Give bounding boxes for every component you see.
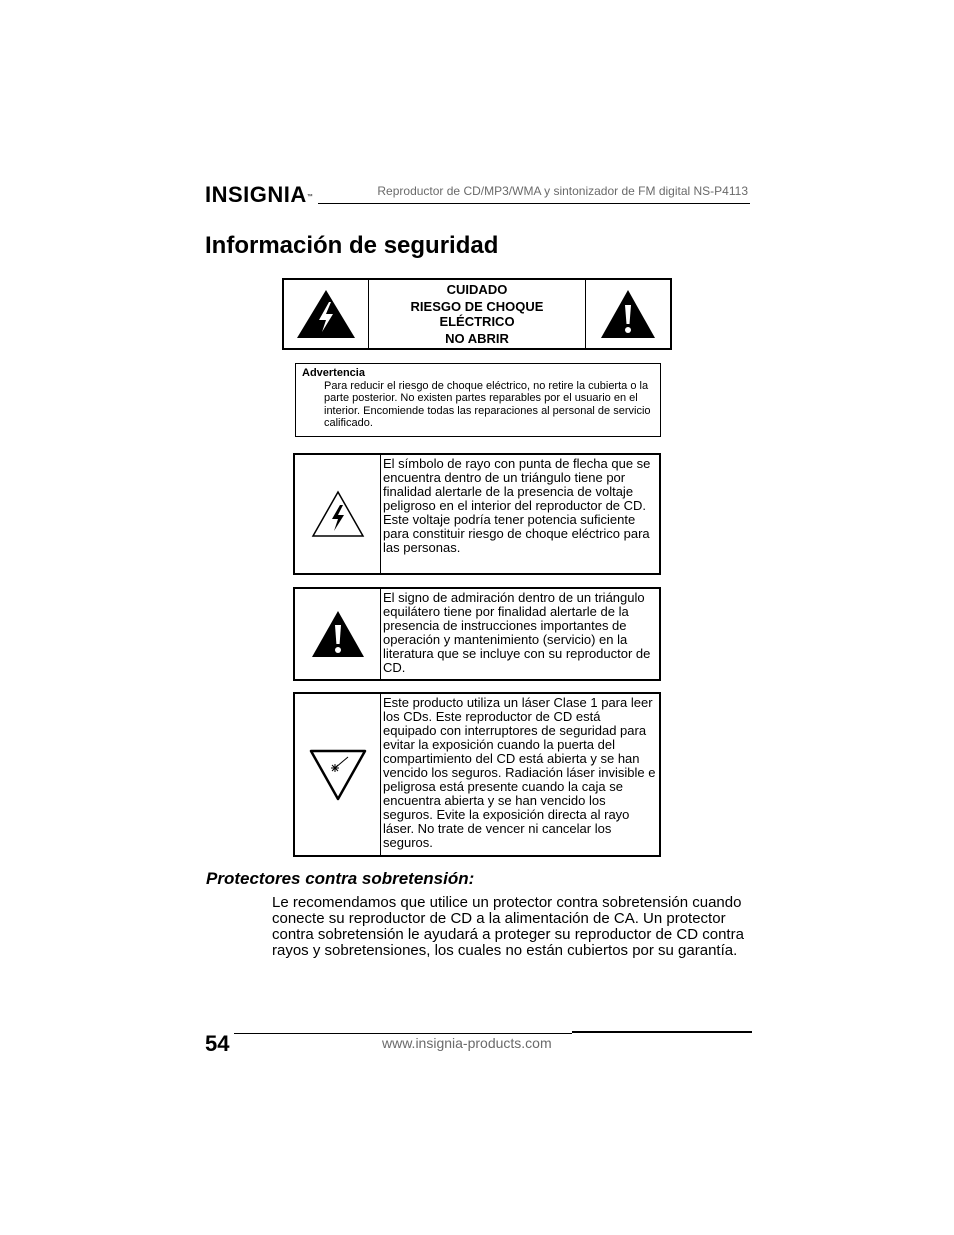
caution-lightning-cell xyxy=(284,280,368,348)
header-divider xyxy=(318,203,750,204)
caution-exclamation-cell xyxy=(586,280,670,348)
symbol-icon-cell xyxy=(295,455,381,573)
lightning-triangle-icon xyxy=(310,489,366,539)
caution-line-1: CUIDADO xyxy=(446,282,508,297)
trademark-mark: ™ xyxy=(306,194,314,200)
exclamation-triangle-icon xyxy=(310,609,366,659)
caution-label xyxy=(282,278,672,350)
caution-line-2: RIESGO DE CHOQUE xyxy=(410,299,544,314)
brand-logo xyxy=(205,182,313,208)
footer-divider xyxy=(234,1033,572,1034)
footer-url: www.insignia-products.com xyxy=(382,1035,552,1051)
laser-warning-icon xyxy=(308,748,368,802)
symbol-icon-cell xyxy=(295,694,381,855)
surge-section-body: Le recomendamos que utilice un protector contra sobretensión cuando conecte su reproductor de CD a la alimentación de CA. Un protector contra sobretensión le ayudará a proteger su reproductor de CD contra rayos y sobretensiones, los cuales no están cubiertos por su garantía. xyxy=(272,894,744,959)
lightning-triangle-icon xyxy=(295,288,357,340)
brand-name: INSIGNIA xyxy=(205,182,307,207)
symbol-icon-cell xyxy=(295,589,381,679)
header-subtitle: Reproductor de CD/MP3/WMA y sintonizador de FM digital NS-P4113 xyxy=(377,184,748,198)
lightning-symbol-explanation xyxy=(293,453,661,575)
exclamation-triangle-icon xyxy=(599,288,657,340)
symbol-description: El signo de admiración dentro de un triángulo equilátero tiene por finalidad alertarle de la presencia de instrucciones importantes de operación y mantenimiento (servicio) en la literatura que se incluye con su reproductor de CD. xyxy=(383,590,651,675)
caution-text xyxy=(368,280,586,348)
warning-box xyxy=(295,363,661,437)
laser-symbol-explanation xyxy=(293,692,661,857)
caution-line-3: ELÉCTRICO xyxy=(439,314,515,329)
warning-title: Advertencia xyxy=(302,367,365,379)
symbol-description: El símbolo de rayo con punta de flecha que se encuentra dentro de un triángulo tiene por finalidad alertarle de la presencia de voltaje peligroso en el interior del reproductor de CD. Este voltaje podría tener potencia suficiente para constituir riesgo de choque eléctrico para las personas. xyxy=(383,456,651,555)
page-number: 54 xyxy=(205,1031,230,1056)
caution-line-4: NO ABRIR xyxy=(445,331,509,346)
exclamation-symbol-explanation xyxy=(293,587,661,681)
symbol-description: Este producto utiliza un láser Clase 1 para leer los CDs. Este reproductor de CD está equipado con interruptores de seguridad para evitar la exposición cuando la puerta del compartimiento del CD está abierta y se han vencido los seguros. Radiación láser invisible e peligrosa está presente cuando la caja se encuentra abierta y se han vencido los seguros. Evite la exposición directa al rayo láser. No trate de vencer ni cancelar los seguros. xyxy=(383,695,656,850)
page-title: Información de seguridad xyxy=(205,232,499,259)
warning-text: Para reducir el riesgo de choque eléctrico, no retire la cubierta o la parte posterior. No existen partes reparables por el usuario en el interior. Encomiende todas las reparaciones al personal de servicio calificado. xyxy=(324,379,651,429)
surge-section-heading: Protectores contra sobretensión: xyxy=(206,869,475,888)
footer-divider-bold xyxy=(572,1031,752,1033)
